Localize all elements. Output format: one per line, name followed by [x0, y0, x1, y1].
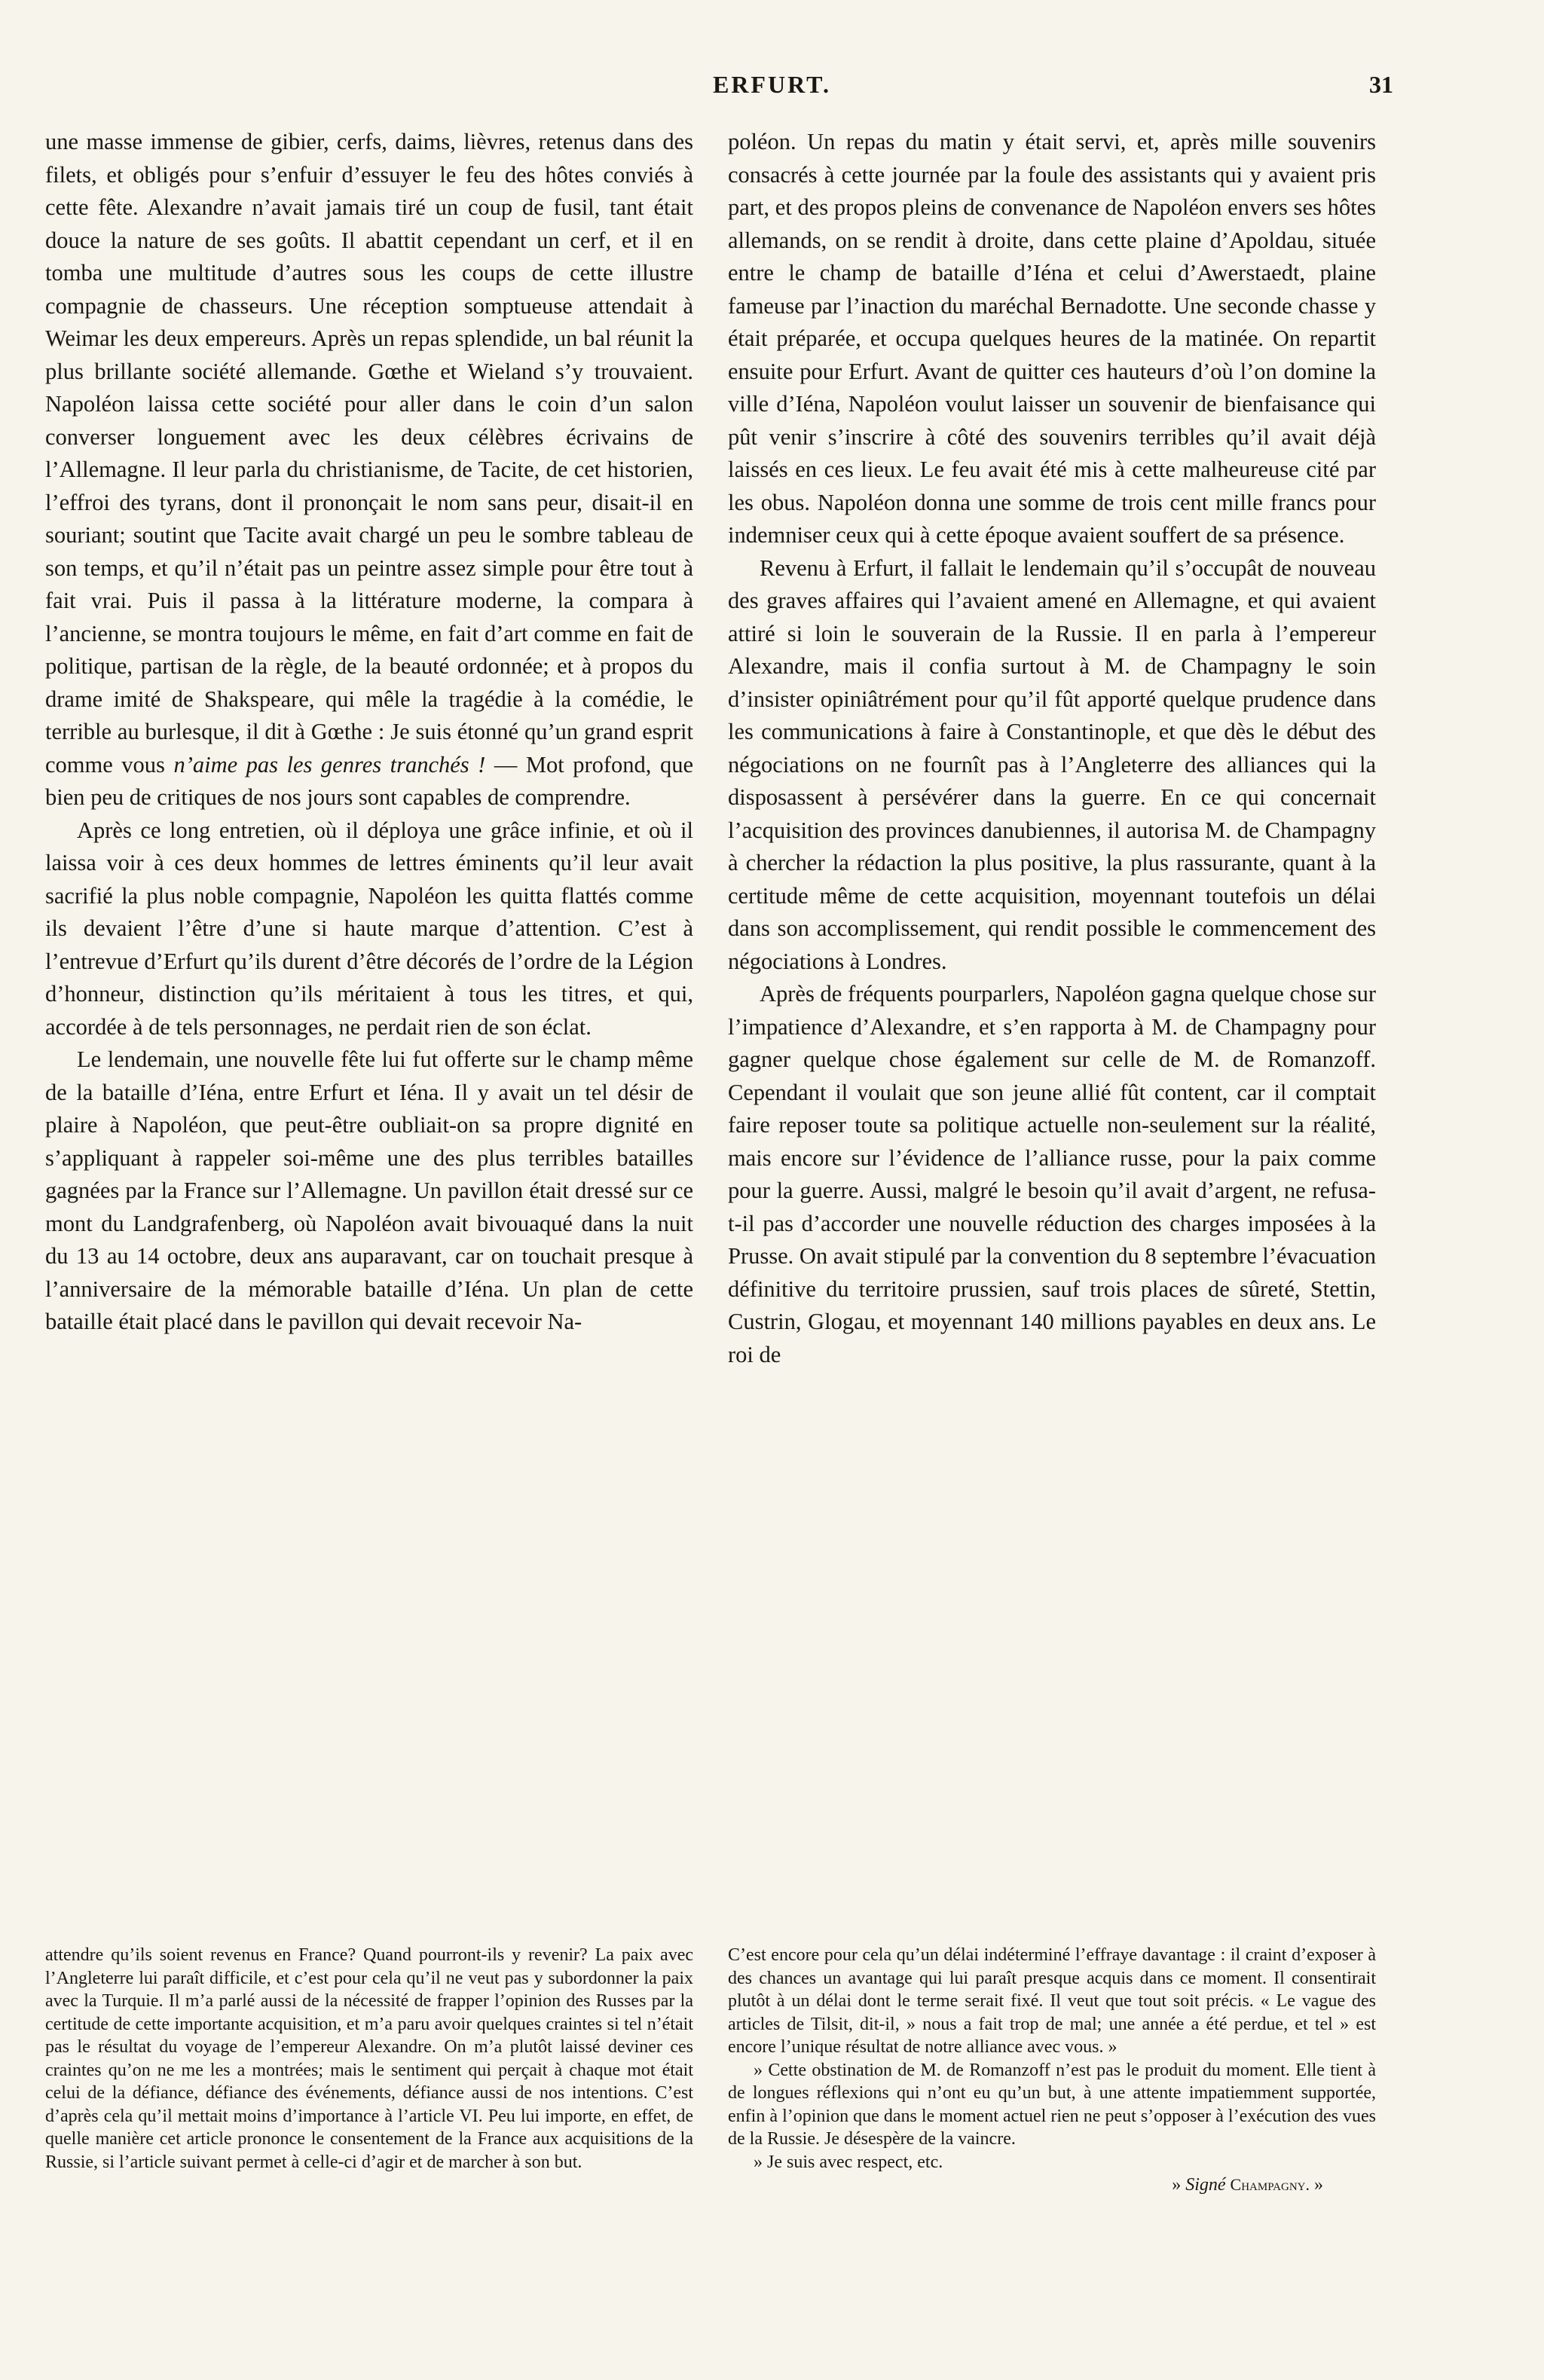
signature — [728, 2174, 1376, 2197]
left-column — [45, 126, 693, 1339]
signature-name: Champagny. — [1230, 2175, 1310, 2194]
footnote-text: C’est encore pour cela qu’un délai indéterminé l’effraye davantage : il craint d’exposer à des chances un avantage qui lui paraît presque acquis dans ce moment. Il consentirait plutôt à un délai dont le terme serait fixé. Il veut que tout soit précis. « Le vague des articles de Tilsit, dit-il, » nous a fait trop de mal; une année a été perdue, et tel » est encore l’unique résultat de notre alliance avec vous. » — [728, 1945, 1376, 2057]
footnote-closing: » Je suis avec respect, etc. — [754, 2152, 943, 2172]
paragraph: poléon. Un repas du matin y était servi, et, après mille souvenirs consacrés à cette journée par la foule des assistants qui y avaient pris part, et des propos pleins de convenance de Napoléon envers ses hôtes allemands, on se rendit à droite, dans cette plaine d’Apoldau, située entre le champ de bataille d’Iéna et celui d’Awerstaedt, plaine fameuse par l’inaction du maréchal Bernadotte. Une seconde chasse y était préparée, et occupa quelques heures de la matinée. On repartit ensuite pour Erfurt. Avant de quitter ces hauteurs d’où l’on domine la ville d’Iéna, Napoléon voulut laisser un souvenir de bienfaisance qui pût venir s’inscrire à côté des souvenirs terribles qu’il avait déjà laissés en ces lieux. Le feu avait été mis à cette malheureuse cité par les obus. Napoléon donna une somme de trois cent mille francs pour indemniser ceux qui à cette époque avaient souffert de sa présence. — [728, 129, 1376, 548]
paragraph: Revenu à Erfurt, il fallait le lendemain qu’il s’occupât de nouveau des graves affaires qui l’avaient amené en Allemagne, et qui avaient attiré si loin le souverain de la Russie. Il en parla à l’empereur Alexandre, mais il confia surtout à M. de Champagny le soin d’insister opiniâtrément pour qu’il fût apporté quelque prudence dans les communications à faire à Constantinople, et que dès le début des négociations on ne fournît pas à l’Angleterre des alliances qui la disposassent à persévérer dans la guerre. En ce qui concernait l’acquisition des provinces danubiennes, il autorisa M. de Champagny à chercher la rédaction la plus positive, la plus rassurante, quant à la certitude même de cette acquisition, moyennant toutefois un délai dans son accomplissement, qui rendit possible le commencement des négociations à Londres. — [728, 555, 1376, 974]
quote-mark: » — [1172, 2175, 1186, 2195]
paragraph — [45, 126, 693, 814]
italic-quote: n’aime pas les genres tranchés ! — [173, 751, 486, 778]
paragraph-text: une masse immense de gibier, cerfs, daims, lièvres, retenus dans des filets, et obligés pour s’enfuir d’essuyer le feu des hôtes conviés à cette fête. Alexandre n’avait jamais tiré un coup de fusil, tant était douce la nature de ses goûts. Il abattit cependant un cerf, et il en tomba une multitude d’autres sous les coups de cette illustre compagnie de chasseurs. Une réception somptueuse attendait à Weimar les deux empereurs. Après un repas splendide, un bal réunit la plus brillante société allemande. Gœthe et Wieland s’y trouvaient. Napoléon laissa cette société pour aller dans le coin d’un salon converser longuement avec les deux célèbres écrivains de l’Allemagne. Il leur parla du christianisme, de Tacite, de cet historien, l’effroi des tyrans, dont il prononçait le nom sans peur, disait-il en souriant; soutint que Tacite avait chargé un peu le sombre tableau de son temps, et qu’il n’était pas un peintre assez simple pour être tout à fait vrai. Puis il passa à la littérature moderne, la compara à l’ancienne, se montra toujours le même, en fait d’art comme en fait de politique, partisan de la règle, de la beauté ordonnée; et à propos du drame imité de Shakspeare, qui mêle la tragédie à la comédie, le terrible au burlesque, il dit à Gœthe : Je suis étonné qu’un grand esprit comme vous — [45, 129, 693, 778]
footnote-right — [728, 1944, 1376, 2197]
footnote-left — [45, 1944, 693, 2174]
footnote-text: » Cette obstination de M. de Romanzoff n’est pas le produit du moment. Elle tient à de longues réflexions qui n’ont eu qu’un but, à une attente impatiemment supportée, enfin à l’opinion que dans le moment actuel rien ne peut s’opposer à l’exécution des vues de la Russie. Je désespère de la vaincre. — [728, 2060, 1376, 2149]
paragraph: Après ce long entretien, où il déploya une grâce infinie, et où il laissa voir à ces deux hommes de lettres éminents qu’il leur avait sacrifié la plus noble compagnie, Napoléon les quitta flattés comme ils devaient l’être d’une si haute marque d’attention. C’est à l’entrevue d’Erfurt qu’ils durent d’être décorés de l’ordre de la Légion d’honneur, distinction qu’ils méritaient à tous les titres, et qui, accordée à de tels personnages, ne perdait rien de son éclat. — [45, 817, 693, 1040]
quote-mark: » — [1310, 2175, 1323, 2195]
running-title: ERFURT. — [712, 71, 832, 98]
signed-label: Signé — [1185, 2175, 1226, 2195]
paragraph-text: — Mot profond, que bien peu de critiques de nos jours sont capables de comprendre. — [45, 751, 693, 810]
footnote-text: attendre qu’ils soient revenus en France? Quand pourront-ils y revenir? La paix avec l’Angleterre lui paraît difficile, et c’est pour cela qu’il ne veut pas y subordonner la paix avec la Turquie. Il m’a parlé aussi de la nécessité de frapper l’opinion des Russes par la certitude de cette importante acquisition, et m’a paru avoir quelques craintes si tel n’était pas le résultat du voyage de l’empereur Alexandre. On m’a plutôt laissé deviner ces craintes qu’on ne me les a montrées; mais le sentiment qui perçait à chaque mot était celui de la défiance, défiance des événements, défiance aussi de nos intentions. C’est d’après cela qu’il mettait moins d’importance à l’article VI. Peu lui importe, en effet, de quelle manière cet article prononce le consentement de la France aux acquisitions de la Russie, si l’article suivant permet à celle-ci d’agir et de marcher à son but. — [45, 1945, 693, 2172]
page-header — [0, 66, 1544, 112]
page-number: 31 — [1369, 71, 1393, 98]
paragraph: Après de fréquents pourparlers, Napoléon gagna quelque chose sur l’impatience d’Alexandre, et s’en rapporta à M. de Champagny pour gagner quelque chose également sur celle de M. de Romanzoff. Cependant il voulait que son jeune allié fût content, car il comptait faire reposer toute sa politique actuelle non-seulement sur la réalité, mais encore sur l’évidence de l’alliance russe, pour la paix comme pour la guerre. Aussi, malgré le besoin qu’il avait d’argent, ne refusa-t-il pas d’accorder une nouvelle réduction des charges imposées à la Prusse. On avait stipulé par la convention du 8 septembre l’évacuation définitive du territoire prussien, sauf trois places de sûreté, Stettin, Custrin, Glogau, et moyennant 140 millions payables en deux ans. Le roi de — [728, 981, 1376, 1367]
right-column — [728, 126, 1376, 1371]
paragraph: Le lendemain, une nouvelle fête lui fut offerte sur le champ même de la bataille d’Iéna, entre Erfurt et Iéna. Il y avait un tel désir de plaire à Napoléon, que peut-être oubliait-on sa propre dignité en s’appliquant à rappeler soi-même une des plus terribles batailles gagnées par la France sur l’Allemagne. Un pavillon était dressé sur ce mont du Landgrafenberg, où Napoléon avait bivouaqué dans la nuit du 13 au 14 octobre, deux ans auparavant, car on touchait presque à l’anniversaire de la mémorable bataille d’Iéna. Un plan de cette bataille était placé dans le pavillon qui devait recevoir Na- — [45, 1046, 693, 1334]
